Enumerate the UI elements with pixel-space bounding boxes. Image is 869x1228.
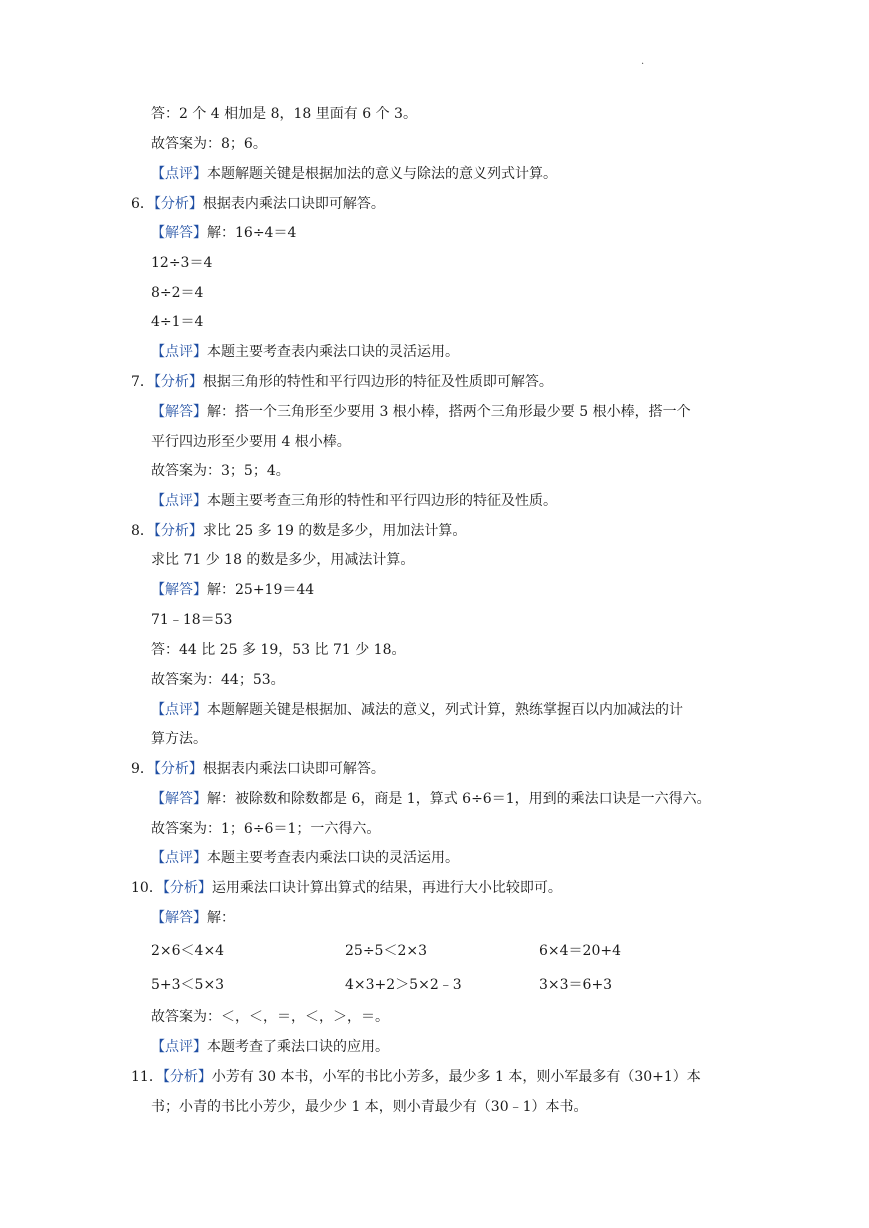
- analysis-text: 求比 25 多 19 的数是多少，用加法计算。: [202, 523, 467, 539]
- q8-comment: [151, 700, 683, 720]
- answer-text: 解：: [207, 910, 235, 926]
- text-line: 故答案为：＜，＜，＝，＜，＞，＝。: [151, 1009, 389, 1025]
- analysis-tag: 【分析】: [162, 1069, 212, 1085]
- answer-tag: 【解答】: [151, 791, 207, 807]
- analysis-tag: 【分析】: [153, 374, 203, 390]
- answer-text: 解：16÷4＝4: [207, 225, 297, 241]
- question-number: 6．: [131, 196, 154, 212]
- comment-text: 本题解题关键是根据加、减法的意义，列式计算，熟练掌握百以内加减法的计: [207, 702, 683, 718]
- q8-analysis: [131, 521, 466, 541]
- table-cell: 5+3＜5×3: [151, 977, 225, 993]
- answer-text: 解：被除数和除数都是 6，商是 1，算式 6÷6＝1，用到的乘法口诀是一六得六。: [207, 791, 711, 807]
- comment-line: [151, 164, 557, 184]
- text-line: 书；小青的书比小芳少，最少少 1 本，则小青最少有（30﹣1）本书。: [151, 1099, 588, 1115]
- analysis-tag: 【分析】: [153, 196, 203, 212]
- q9-analysis: [131, 759, 385, 779]
- comment-text: 本题主要考查表内乘法口诀的灵活运用。: [207, 850, 459, 866]
- q7-analysis: [131, 372, 553, 392]
- comment-tag: 【点评】: [151, 1039, 207, 1055]
- q7-comment: [151, 491, 557, 511]
- table-cell: 3×3＝6+3: [539, 977, 613, 993]
- q6-analysis: [131, 194, 385, 214]
- comment-text: 本题解题关键是根据加法的意义与除法的意义列式计算。: [207, 166, 557, 182]
- text-line: 12÷3＝4: [151, 255, 213, 271]
- text-line: 8÷2＝4: [151, 285, 204, 301]
- question-number: 7．: [131, 374, 154, 390]
- question-number: 10．: [131, 880, 163, 896]
- answer-tag: 【解答】: [151, 910, 207, 926]
- text-line: 4÷1＝4: [151, 314, 204, 330]
- text-line: 71﹣18＝53: [151, 612, 233, 628]
- comment-text: 本题主要考查表内乘法口诀的灵活运用。: [207, 344, 459, 360]
- q6-comment: [151, 342, 459, 362]
- answer-tag: 【解答】: [151, 225, 207, 241]
- question-number: 8．: [131, 523, 154, 539]
- analysis-text: 运用乘法口诀计算出算式的结果，再进行大小比较即可。: [211, 880, 562, 896]
- answer-tag: 【解答】: [151, 582, 207, 598]
- text-line: 答：2 个 4 相加是 8，18 里面有 6 个 3。: [151, 106, 417, 122]
- q10-comment: [151, 1037, 389, 1057]
- q6-answer: [151, 223, 296, 243]
- analysis-tag: 【分析】: [153, 761, 203, 777]
- table-cell: 4×3+2＞5×2﹣3: [345, 977, 462, 993]
- answer-tag: 【解答】: [151, 404, 207, 420]
- comment-tag: 【点评】: [151, 850, 207, 866]
- q7-answer: [151, 402, 691, 422]
- table-cell: 6×4＝20+4: [539, 943, 621, 959]
- text-line: 故答案为：1；6÷6＝1；一六得六。: [151, 821, 381, 837]
- q9-comment: [151, 848, 459, 868]
- analysis-text: 根据表内乘法口诀即可解答。: [202, 196, 385, 212]
- table-cell: 25÷5＜2×3: [345, 943, 427, 959]
- analysis-text: 小芳有 30 本书，小军的书比小芳多，最少多 1 本，则小军最多有（30+1）本: [211, 1069, 701, 1085]
- analysis-text: 根据表内乘法口诀即可解答。: [202, 761, 385, 777]
- q8-answer: [151, 580, 314, 600]
- text-line: 答：44 比 25 多 19，53 比 71 少 18。: [151, 642, 406, 658]
- comment-tag: 【点评】: [151, 493, 207, 509]
- analysis-tag: 【分析】: [153, 523, 203, 539]
- text-line: 求比 71 少 18 的数是多少，用减法计算。: [151, 552, 415, 568]
- analysis-text: 根据三角形的特性和平行四边形的特征及性质即可解答。: [202, 374, 553, 390]
- table-cell: 2×6＜4×4: [151, 943, 225, 959]
- comment-text: 本题考查了乘法口诀的应用。: [207, 1039, 389, 1055]
- text-line: 算方法。: [151, 731, 207, 747]
- comment-text: 本题主要考查三角形的特性和平行四边形的特征及性质。: [207, 493, 557, 509]
- comment-tag: 【点评】: [151, 344, 207, 360]
- answer-text: 解：搭一个三角形至少要用 3 根小棒，搭两个三角形最少要 5 根小棒，搭一个: [207, 404, 691, 420]
- header-mark: .: [641, 56, 645, 67]
- text-line: 平行四边形至少要用 4 根小棒。: [151, 434, 351, 450]
- answer-text: 解：25+19＝44: [207, 582, 315, 598]
- comment-tag: 【点评】: [151, 166, 207, 182]
- analysis-tag: 【分析】: [162, 880, 212, 896]
- text-line: 故答案为：3；5；4。: [151, 463, 290, 479]
- q11-analysis: [131, 1067, 701, 1087]
- text-line: 故答案为：8；6。: [151, 136, 267, 152]
- q10-analysis: [131, 878, 562, 898]
- text-line: 故答案为：44；53。: [151, 672, 285, 688]
- comment-tag: 【点评】: [151, 702, 207, 718]
- question-number: 11．: [131, 1069, 163, 1085]
- q10-answer: [151, 908, 235, 928]
- question-number: 9．: [131, 761, 154, 777]
- q9-answer: [151, 789, 711, 809]
